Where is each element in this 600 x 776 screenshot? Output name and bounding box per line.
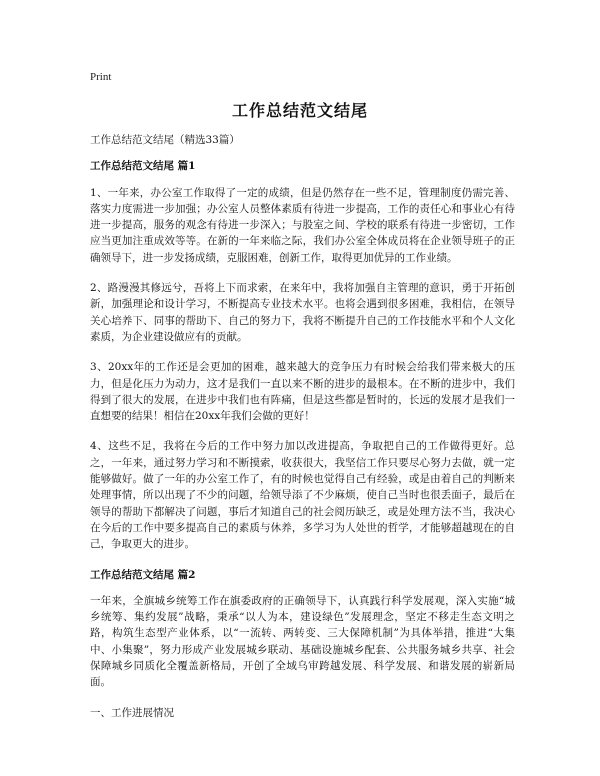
section-heading-1: 工作总结范文结尾 篇1: [90, 160, 196, 173]
page-title: 工作总结范文结尾: [231, 101, 368, 120]
paragraph: 一年来，全旗城乡统筹工作在旗委政府的正确领导下，认真践行科学发展观，深入实施“城乡统筹、集约发展”战略，秉承“以人为本，建设绿色”发展理念，坚定不移走生态文明之路，构筑生态型产业体系，以“一流转、两转变、三大保障机制”为具体举措，推进“大集中、小集聚”，努力形成产业发展城乡联动、基础设施城乡配套、公共服务城乡共享、社会保障城乡同质化全覆盖新格局，开创了全域乌审跨越发展、科学发展、和谐发展的崭新局面。: [90, 594, 515, 689]
document-body: [90, 132, 515, 721]
paragraph: 2、路漫漫其修远兮，吾将上下而求索，在来年中，我将加强自主管理的意识，勇于开拓创新，加强理论和设计学习，不断提高专业技术水平。也将会遇到很多困难，我相信，在领导关心培养下、同事的帮助下、自己的努力下，我将不断提升自己的工作技能水平和个人文化素质，为企业建设做应有的贡献。: [90, 282, 515, 343]
print-link[interactable]: Print: [90, 71, 112, 83]
paragraph: 4、这些不足，我将在今后的工作中努力加以改进提高，争取把自己的工作做得更好。总之，一年来，通过努力学习和不断摸索，收获很大，我坚信工作只要尽心努力去做，就一定能够做好。做了一年的办公室工作了，有的时候也觉得自己有经验，或是由着自己的判断来处理事情，所以出现了不少的问题，给领导添了不少麻烦，使自己当时也很丢面子，最后在领导的帮助下都解决了问题，事后才知道自己的社会阅历缺乏，或是处理方法不当，我决心在今后的工作中要多提高自己的素质与休养，多学习为人处世的哲学，才能够超越现在的自己，争取更大的进步。: [90, 440, 515, 551]
paragraph: 1、一年来，办公室工作取得了一定的成绩，但是仍然存在一些不足，管理制度仍需完善、落实力度需进一步加强；办公室人员整体素质有待进一步提高，工作的责任心和事业心有待进一步提高，服务的观念有待进一步深入；与股室之间、学校的联系有待进一步密切，工作应当更加注重成效等等。在新的一年来临之际，我们办公室全体成员将在企业领导班子的正确领导下，进一步发扬成绩，克服困难，创新工作，取得更加优异的工作业绩。: [90, 186, 515, 264]
subsection-heading: 一、工作进展情况: [90, 706, 174, 719]
paragraph: 3、20xx年的工作还是会更加的困难，越来越大的竞争压力有时候会给我们带来极大的压力，但是化压力为动力，这才是我们一直以来不断的进步的最根本。在不断的进步中，我们得到了很大的发展，在进步中我们也有阵痛，但是这些都是暂时的，长远的发展才是我们一直想要的结果！相信在20xx年我们会做的更好！: [90, 361, 515, 423]
document-subtitle: 工作总结范文结尾（精选33篇）: [90, 134, 240, 146]
section-heading-2: 工作总结范文结尾 篇2: [90, 568, 196, 581]
